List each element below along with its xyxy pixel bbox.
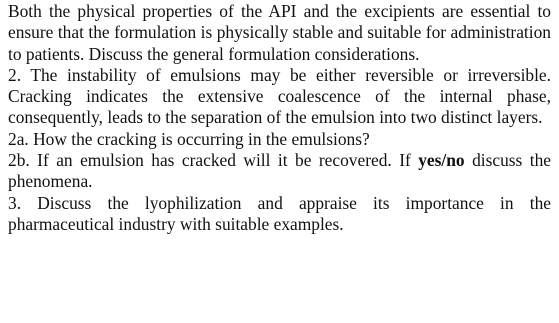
question-2: 2. The instability of emulsions may be either reversible or irreversible. Cracking indicates the extensive coalescence of the internal phase, consequently, leads to the separation of the emulsion into two distinct layers. bbox=[8, 64, 551, 128]
question-2b-emphasis: yes/no bbox=[418, 150, 465, 171]
question-2b bbox=[8, 150, 551, 193]
question-3: 3. Discuss the lyophilization and appraise its importance in the pharmaceutical industry with suitable examples. bbox=[8, 192, 551, 234]
intro-paragraph: Both the physical properties of the API and the excipients are essential to ensure that the formulation is physically stable and suitable for administration to patients. Discuss the general formulation considerations. bbox=[8, 1, 551, 64]
question-2b-text: 2b. If an emulsion has cracked will it be recovered. If bbox=[8, 150, 419, 171]
question-2a: 2a. How the cracking is occurring in the emulsions? bbox=[8, 128, 370, 149]
question-2b-text-end: discuss the phenomena. bbox=[8, 150, 552, 192]
